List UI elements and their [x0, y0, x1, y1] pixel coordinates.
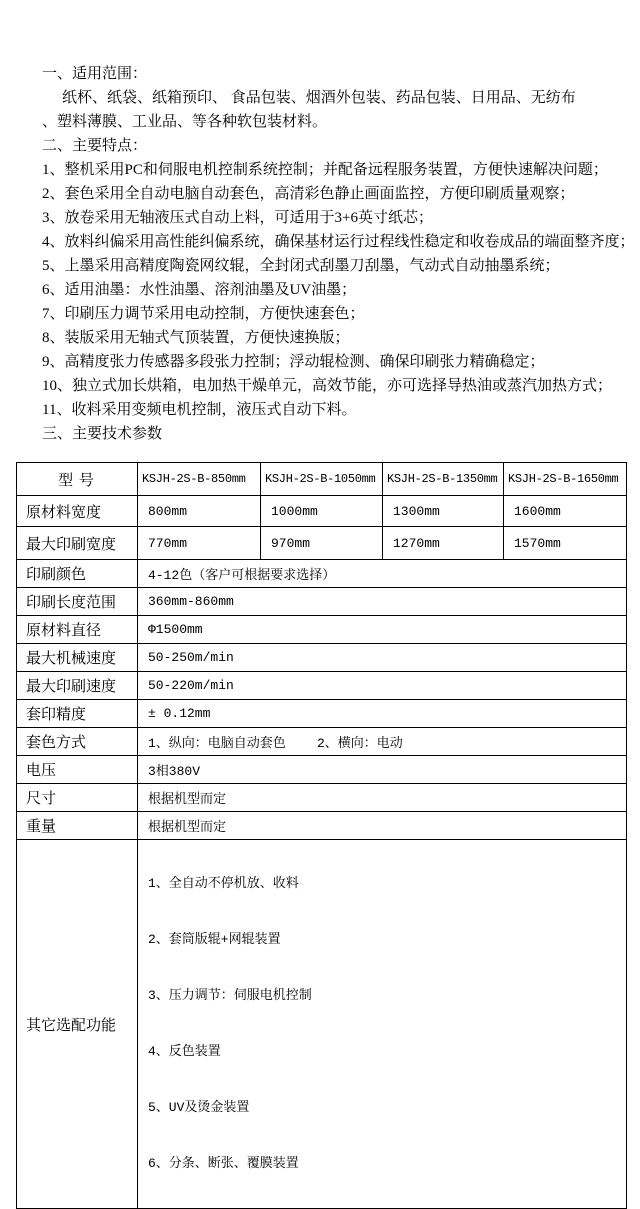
spec-row-value: 1570mm — [504, 527, 627, 560]
spec-row-value: Φ1500mm — [138, 616, 627, 644]
spec-row-label: 印刷颜色 — [17, 560, 138, 588]
spec-row-optional-functions — [17, 840, 627, 1209]
spec-row-material-diameter — [17, 616, 627, 644]
spec-row-label: 最大印刷宽度 — [17, 527, 138, 560]
spec-row-value: 1300mm — [383, 496, 504, 527]
spec-row-value: 根据机型而定 — [138, 812, 627, 840]
spec-row-label: 其它选配功能 — [17, 840, 138, 1209]
feature-item-2: 2、套色采用全自动电脑自动套色，高清彩色静止画面监控，方便印刷质量观察； — [42, 186, 575, 202]
spec-header-label: 型 号 — [17, 463, 138, 496]
scope-text-line-1: 纸杯、纸袋、纸箱预印、 食品包装、烟酒外包装、药品包装、日用品、无纺布 — [62, 90, 576, 106]
spec-row-value: 360mm-860mm — [138, 588, 627, 616]
spec-row-max-mech-speed — [17, 644, 627, 672]
spec-row-register-mode — [17, 728, 627, 756]
feature-item-4: 4、放料纠偏采用高性能纠偏系统，确保基材运行过程线性稳定和收卷成品的端面整齐度； — [42, 234, 635, 250]
spec-row-print-width — [17, 527, 627, 560]
spec-row-print-colors — [17, 560, 627, 588]
feature-item-11: 11、收料采用变频电机控制，液压式自动下料。 — [42, 402, 357, 418]
spec-model-1: KSJH-2S-B-850mm — [138, 463, 261, 496]
spec-row-value: 50-220m/min — [138, 672, 627, 700]
feature-item-5: 5、上墨采用高精度陶瓷网纹辊，全封闭式刮墨刀刮墨，气动式自动抽墨系统； — [42, 258, 560, 274]
spec-row-label: 印刷长度范围 — [17, 588, 138, 616]
spec-row-label: 原材料宽度 — [17, 496, 138, 527]
spec-row-label: 套色方式 — [17, 728, 138, 756]
option-item-6: 6、分条、断张、覆膜装置 — [148, 1156, 299, 1171]
option-item-5: 5、UV及烫金装置 — [148, 1100, 250, 1115]
feature-item-6: 6、适用油墨：水性油墨、溶剂油墨及UV油墨； — [42, 282, 357, 298]
spec-row-register-accuracy — [17, 700, 627, 728]
scope-text-line-2: 、塑料薄膜、工业品、等各种软包装材料。 — [42, 114, 328, 130]
spec-row-material-width — [17, 496, 627, 527]
spec-row-value: 1000mm — [261, 496, 383, 527]
spec-row-value: 1、纵向：电脑自动套色 2、横向：电动 — [138, 728, 627, 756]
spec-header-row — [17, 463, 627, 496]
spec-model-2: KSJH-2S-B-1050mm — [261, 463, 383, 496]
option-item-2: 2、套筒版辊+网辊装置 — [148, 932, 281, 947]
spec-row-print-length — [17, 588, 627, 616]
spec-row-label: 最大机械速度 — [17, 644, 138, 672]
section-heading-specs: 三、主要技术参数 — [42, 426, 163, 442]
spec-row-label: 最大印刷速度 — [17, 672, 138, 700]
spec-row-max-print-speed — [17, 672, 627, 700]
spec-row-value: ± 0.12mm — [138, 700, 627, 728]
spec-row-value: 根据机型而定 — [138, 784, 627, 812]
spec-row-value: 1600mm — [504, 496, 627, 527]
option-item-3: 3、压力调节：伺服电机控制 — [148, 988, 312, 1003]
feature-item-1: 1、整机采用PC和伺服电机控制系统控制；并配备远程服务装置，方便快速解决问题； — [42, 162, 608, 178]
spec-model-3: KSJH-2S-B-1350mm — [383, 463, 504, 496]
spec-row-dimensions — [17, 784, 627, 812]
spec-row-label: 尺寸 — [17, 784, 138, 812]
spec-row-value: 970mm — [261, 527, 383, 560]
spec-table — [16, 462, 627, 1209]
section-heading-features: 二、主要特点： — [42, 138, 148, 154]
spec-row-value: 1270mm — [383, 527, 504, 560]
spec-row-value: 3相380V — [138, 756, 627, 784]
spec-row-label: 套印精度 — [17, 700, 138, 728]
spec-row-value: 770mm — [138, 527, 261, 560]
section-heading-scope: 一、适用范围： — [42, 66, 148, 82]
spec-row-label: 原材料直径 — [17, 616, 138, 644]
spec-row-label: 电压 — [17, 756, 138, 784]
spec-model-4: KSJH-2S-B-1650mm — [504, 463, 627, 496]
feature-item-9: 9、高精度张力传感器多段张力控制；浮动辊检测、确保印刷张力精确稳定； — [42, 354, 545, 370]
feature-item-7: 7、印刷压力调节采用电动控制，方便快速套色； — [42, 306, 365, 322]
spec-row-voltage — [17, 756, 627, 784]
feature-item-8: 8、装版采用无轴式气顶装置，方便快速换版； — [42, 330, 350, 346]
spec-row-weight — [17, 812, 627, 840]
option-item-1: 1、全自动不停机放、收料 — [148, 876, 299, 891]
feature-item-3: 3、放卷采用无轴液压式自动上料，可适用于3+6英寸纸芯； — [42, 210, 433, 226]
spec-row-value — [138, 840, 627, 1209]
feature-item-10: 10、独立式加长烘箱，电加热干燥单元，高效节能，亦可选择导热油或蒸汽加热方式； — [42, 378, 613, 394]
spec-row-value: 4-12色（客户可根据要求选择） — [138, 560, 627, 588]
spec-row-label: 重量 — [17, 812, 138, 840]
spec-row-value: 800mm — [138, 496, 261, 527]
spec-row-value: 50-250m/min — [138, 644, 627, 672]
option-item-4: 4、反色装置 — [148, 1044, 221, 1059]
